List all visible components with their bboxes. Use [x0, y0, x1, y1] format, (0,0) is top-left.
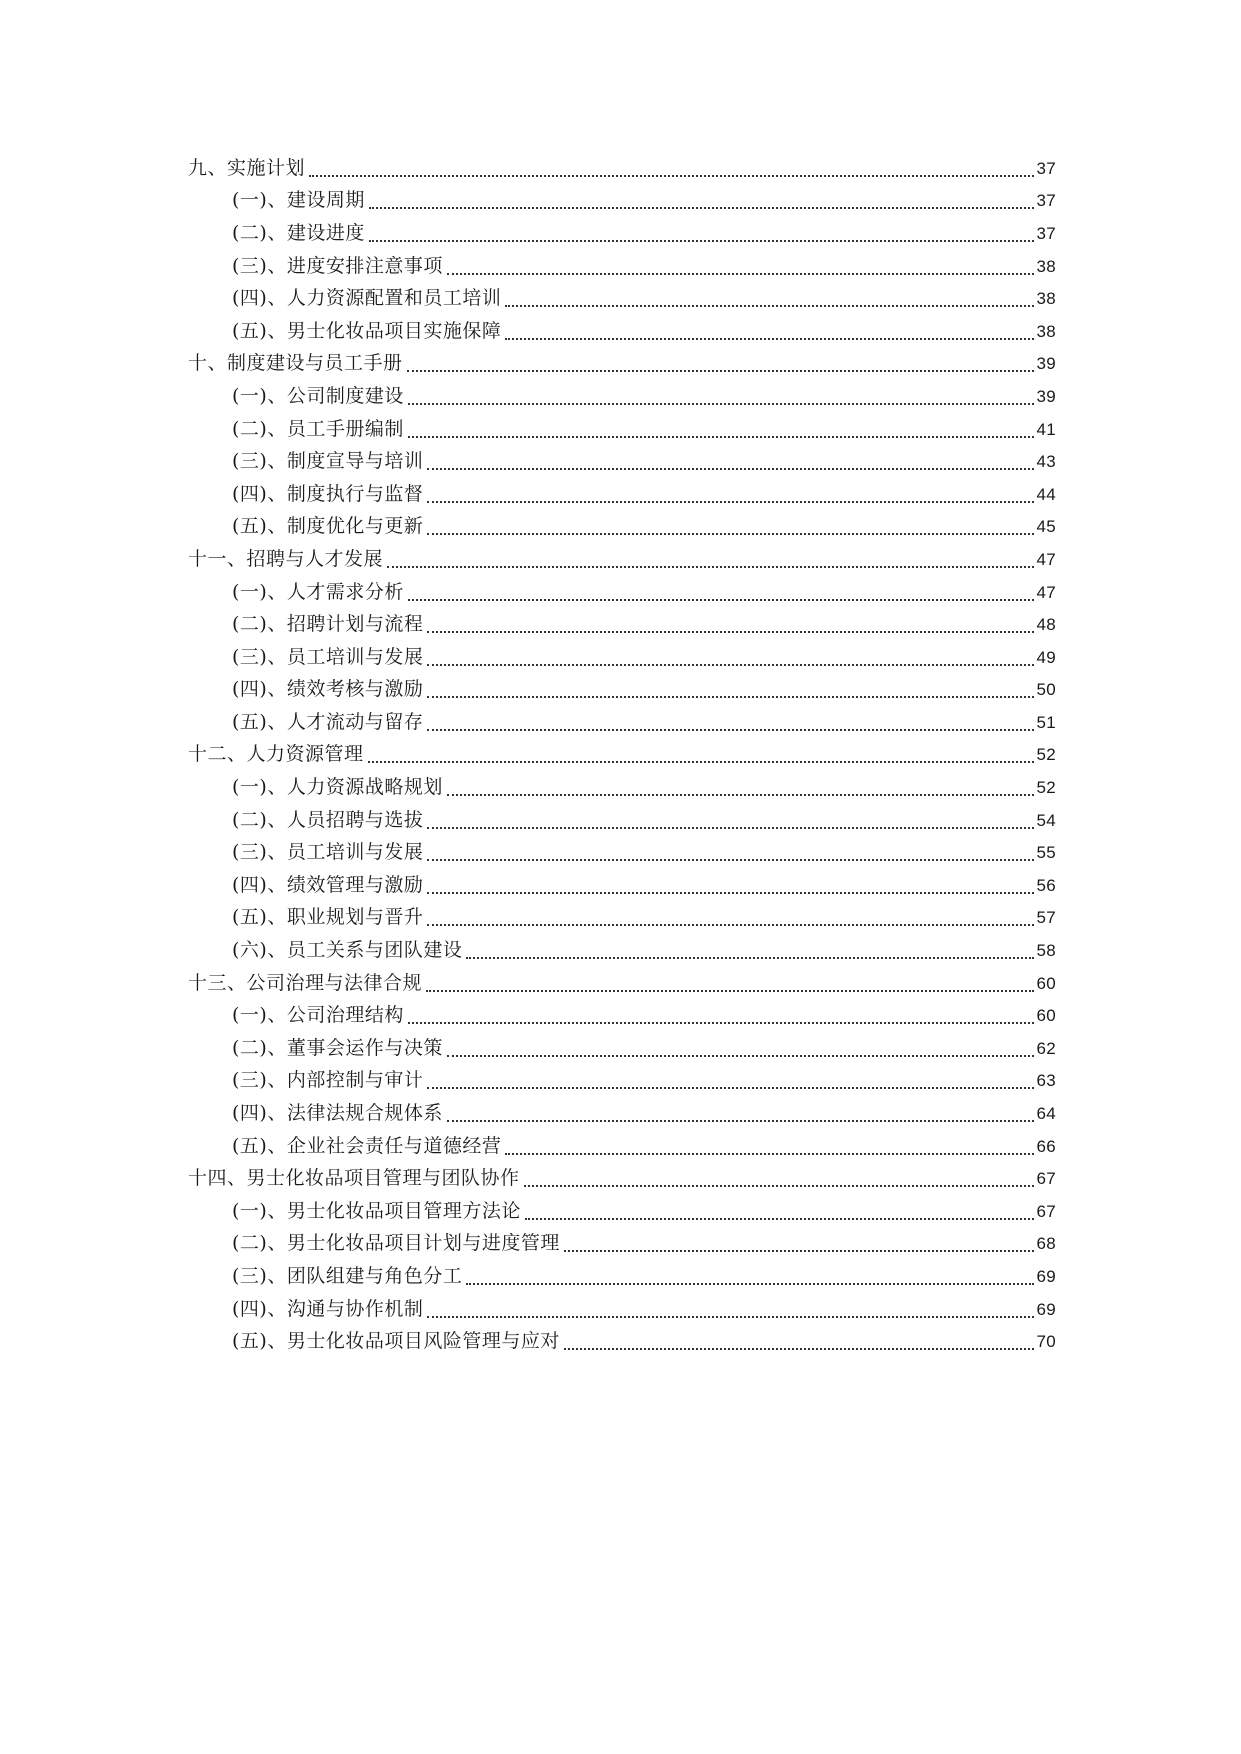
toc-entry-label: 九、实施计划	[188, 156, 306, 179]
toc-dot-leader	[525, 1199, 1035, 1220]
toc-section-entry[interactable]	[188, 315, 1056, 348]
toc-dot-leader	[369, 188, 1035, 209]
toc-page-number: 67	[1036, 1169, 1056, 1189]
toc-dot-leader	[369, 221, 1035, 242]
toc-section-entry[interactable]	[188, 674, 1056, 707]
toc-section-entry[interactable]	[188, 413, 1056, 446]
toc-dot-leader	[427, 482, 1034, 503]
toc-section-entry[interactable]	[188, 1260, 1056, 1293]
toc-section-entry[interactable]	[188, 1130, 1056, 1163]
toc-dot-leader	[447, 775, 1035, 796]
toc-entry-label: (四)、绩效考核与激励	[232, 678, 424, 701]
toc-dot-leader	[427, 840, 1034, 861]
toc-dot-leader	[427, 612, 1034, 633]
toc-page-number: 55	[1036, 843, 1056, 863]
toc-section-entry[interactable]	[188, 869, 1056, 902]
toc-entry-label: 十一、招聘与人才发展	[188, 547, 384, 570]
toc-page-number: 49	[1036, 647, 1056, 667]
toc-chapter-entry[interactable]	[188, 543, 1056, 576]
toc-entry-label: (三)、员工培训与发展	[232, 841, 424, 864]
toc-entry-label: (五)、人才流动与留存	[232, 710, 424, 733]
toc-dot-leader	[427, 514, 1034, 535]
toc-dot-leader	[309, 156, 1034, 177]
toc-section-entry[interactable]	[188, 804, 1056, 837]
toc-dot-leader	[427, 677, 1034, 698]
toc-dot-leader	[408, 580, 1035, 601]
toc-page-number: 50	[1036, 680, 1056, 700]
toc-dot-leader	[427, 1068, 1034, 1089]
toc-dot-leader	[427, 873, 1034, 894]
toc-entry-label: (四)、沟通与协作机制	[232, 1297, 424, 1320]
toc-dot-leader	[408, 384, 1035, 405]
toc-section-entry[interactable]	[188, 1325, 1056, 1358]
toc-page-number: 60	[1036, 1006, 1056, 1026]
toc-entry-label: (一)、建设周期	[232, 189, 365, 212]
toc-page-number: 57	[1036, 908, 1056, 928]
toc-page-number: 38	[1036, 256, 1056, 276]
toc-page-number: 54	[1036, 810, 1056, 830]
toc-section-entry[interactable]	[188, 934, 1056, 967]
toc-page-number: 44	[1036, 484, 1056, 504]
toc-page-number: 68	[1036, 1234, 1056, 1254]
toc-entry-label: (三)、团队组建与角色分工	[232, 1264, 463, 1287]
toc-section-entry[interactable]	[188, 217, 1056, 250]
toc-chapter-entry[interactable]	[188, 152, 1056, 185]
toc-entry-label: 十、制度建设与员工手册	[188, 352, 403, 375]
toc-page-number: 47	[1036, 582, 1056, 602]
toc-dot-leader	[447, 254, 1035, 275]
toc-dot-leader	[427, 645, 1034, 666]
toc-page-number: 45	[1036, 517, 1056, 537]
toc-dot-leader	[505, 286, 1034, 307]
toc-section-entry[interactable]	[188, 1032, 1056, 1065]
toc-entry-label: (三)、内部控制与审计	[232, 1069, 424, 1092]
toc-dot-leader	[524, 1166, 1035, 1187]
toc-entry-label: (二)、招聘计划与流程	[232, 613, 424, 636]
toc-entry-label: (四)、制度执行与监督	[232, 482, 424, 505]
toc-dot-leader	[564, 1231, 1035, 1252]
toc-page-number: 38	[1036, 289, 1056, 309]
toc-page-number: 47	[1036, 549, 1056, 569]
toc-dot-leader	[426, 971, 1034, 992]
toc-page-number: 41	[1036, 419, 1056, 439]
toc-section-entry[interactable]	[188, 1228, 1056, 1261]
toc-entry-label: (三)、员工培训与发展	[232, 645, 424, 668]
toc-entry-label: (五)、制度优化与更新	[232, 515, 424, 538]
toc-entry-label: (一)、人力资源战略规划	[232, 776, 443, 799]
toc-dot-leader	[408, 417, 1035, 438]
toc-section-entry[interactable]	[188, 1065, 1056, 1098]
toc-section-entry[interactable]	[188, 576, 1056, 609]
toc-page-number: 62	[1036, 1038, 1056, 1058]
toc-entry-label: (四)、绩效管理与激励	[232, 873, 424, 896]
toc-page-number: 37	[1036, 158, 1056, 178]
toc-section-entry[interactable]	[188, 185, 1056, 218]
toc-chapter-entry[interactable]	[188, 967, 1056, 1000]
toc-dot-leader	[466, 938, 1034, 959]
toc-entry-label: 十四、男士化妆品项目管理与团队协作	[188, 1167, 520, 1190]
toc-page-number: 63	[1036, 1071, 1056, 1091]
toc-section-entry[interactable]	[188, 836, 1056, 869]
toc-chapter-entry[interactable]	[188, 739, 1056, 772]
toc-page-number: 38	[1036, 321, 1056, 341]
toc-section-entry[interactable]	[188, 282, 1056, 315]
toc-page-number: 69	[1036, 1266, 1056, 1286]
toc-page-number: 39	[1036, 354, 1056, 374]
toc-entry-label: (五)、职业规划与晋升	[232, 906, 424, 929]
toc-section-entry[interactable]	[188, 478, 1056, 511]
toc-section-entry[interactable]	[188, 1097, 1056, 1130]
toc-entry-label: (五)、男士化妆品项目实施保障	[232, 319, 502, 342]
toc-dot-leader	[427, 449, 1034, 470]
toc-entry-label: (二)、董事会运作与决策	[232, 1036, 443, 1059]
toc-dot-leader	[447, 1101, 1035, 1122]
toc-chapter-entry[interactable]	[188, 348, 1056, 381]
toc-page-number: 48	[1036, 615, 1056, 635]
toc-page-number: 60	[1036, 973, 1056, 993]
toc-section-entry[interactable]	[188, 608, 1056, 641]
toc-section-entry[interactable]	[188, 999, 1056, 1032]
toc-page-number: 58	[1036, 941, 1056, 961]
toc-entry-label: (一)、男士化妆品项目管理方法论	[232, 1199, 521, 1222]
toc-page-number: 39	[1036, 386, 1056, 406]
toc-dot-leader	[387, 547, 1034, 568]
toc-page-number: 56	[1036, 875, 1056, 895]
toc-entry-label: (二)、建设进度	[232, 221, 365, 244]
toc-page-number: 64	[1036, 1104, 1056, 1124]
toc-section-entry[interactable]	[188, 380, 1056, 413]
toc-page-number: 69	[1036, 1299, 1056, 1319]
toc-entry-label: (一)、公司治理结构	[232, 1004, 404, 1027]
toc-dot-leader	[408, 1003, 1035, 1024]
toc-section-entry[interactable]	[188, 1195, 1056, 1228]
toc-section-entry[interactable]	[188, 706, 1056, 739]
toc-entry-label: (一)、人才需求分析	[232, 580, 404, 603]
toc-page-number: 67	[1036, 1201, 1056, 1221]
toc-page-number: 43	[1036, 452, 1056, 472]
toc-page-number: 37	[1036, 223, 1056, 243]
toc-entry-label: (三)、进度安排注意事项	[232, 254, 443, 277]
toc-entry-label: (二)、员工手册编制	[232, 417, 404, 440]
toc-entry-label: 十二、人力资源管理	[188, 743, 364, 766]
toc-entry-label: (四)、法律法规合规体系	[232, 1102, 443, 1125]
toc-entry-label: (五)、企业社会责任与道德经营	[232, 1134, 502, 1157]
toc-page-number: 37	[1036, 191, 1056, 211]
toc-entry-label: 十三、公司治理与法律合规	[188, 971, 423, 994]
toc-dot-leader	[447, 1036, 1035, 1057]
toc-dot-leader	[466, 1264, 1034, 1285]
toc-dot-leader	[505, 319, 1034, 340]
toc-section-entry[interactable]	[188, 641, 1056, 674]
toc-entry-label: (三)、制度宣导与培训	[232, 450, 424, 473]
toc-dot-leader	[427, 905, 1034, 926]
toc-entry-label: (五)、男士化妆品项目风险管理与应对	[232, 1330, 560, 1353]
toc-section-entry[interactable]	[188, 1293, 1056, 1326]
toc-dot-leader	[505, 1134, 1034, 1155]
toc-dot-leader	[427, 710, 1034, 731]
toc-page-number: 70	[1036, 1332, 1056, 1352]
toc-dot-leader	[407, 351, 1035, 372]
toc-dot-leader	[368, 742, 1035, 763]
toc-entry-label: (六)、员工关系与团队建设	[232, 939, 463, 962]
toc-entry-label: (一)、公司制度建设	[232, 384, 404, 407]
toc-section-entry[interactable]	[188, 902, 1056, 935]
toc-entry-label: (四)、人力资源配置和员工培训	[232, 287, 502, 310]
toc-dot-leader	[427, 808, 1034, 829]
toc-page-number: 52	[1036, 778, 1056, 798]
toc-page-number: 66	[1036, 1136, 1056, 1156]
toc-section-entry[interactable]	[188, 511, 1056, 544]
toc-section-entry[interactable]	[188, 250, 1056, 283]
toc-page-number: 51	[1036, 712, 1056, 732]
toc-section-entry[interactable]	[188, 445, 1056, 478]
toc-page-number: 52	[1036, 745, 1056, 765]
toc-section-entry[interactable]	[188, 771, 1056, 804]
toc-entry-label: (二)、男士化妆品项目计划与进度管理	[232, 1232, 560, 1255]
table-of-contents	[188, 152, 1056, 1358]
toc-entry-label: (二)、人员招聘与选拔	[232, 808, 424, 831]
toc-dot-leader	[564, 1329, 1035, 1350]
toc-dot-leader	[427, 1297, 1034, 1318]
toc-chapter-entry[interactable]	[188, 1162, 1056, 1195]
